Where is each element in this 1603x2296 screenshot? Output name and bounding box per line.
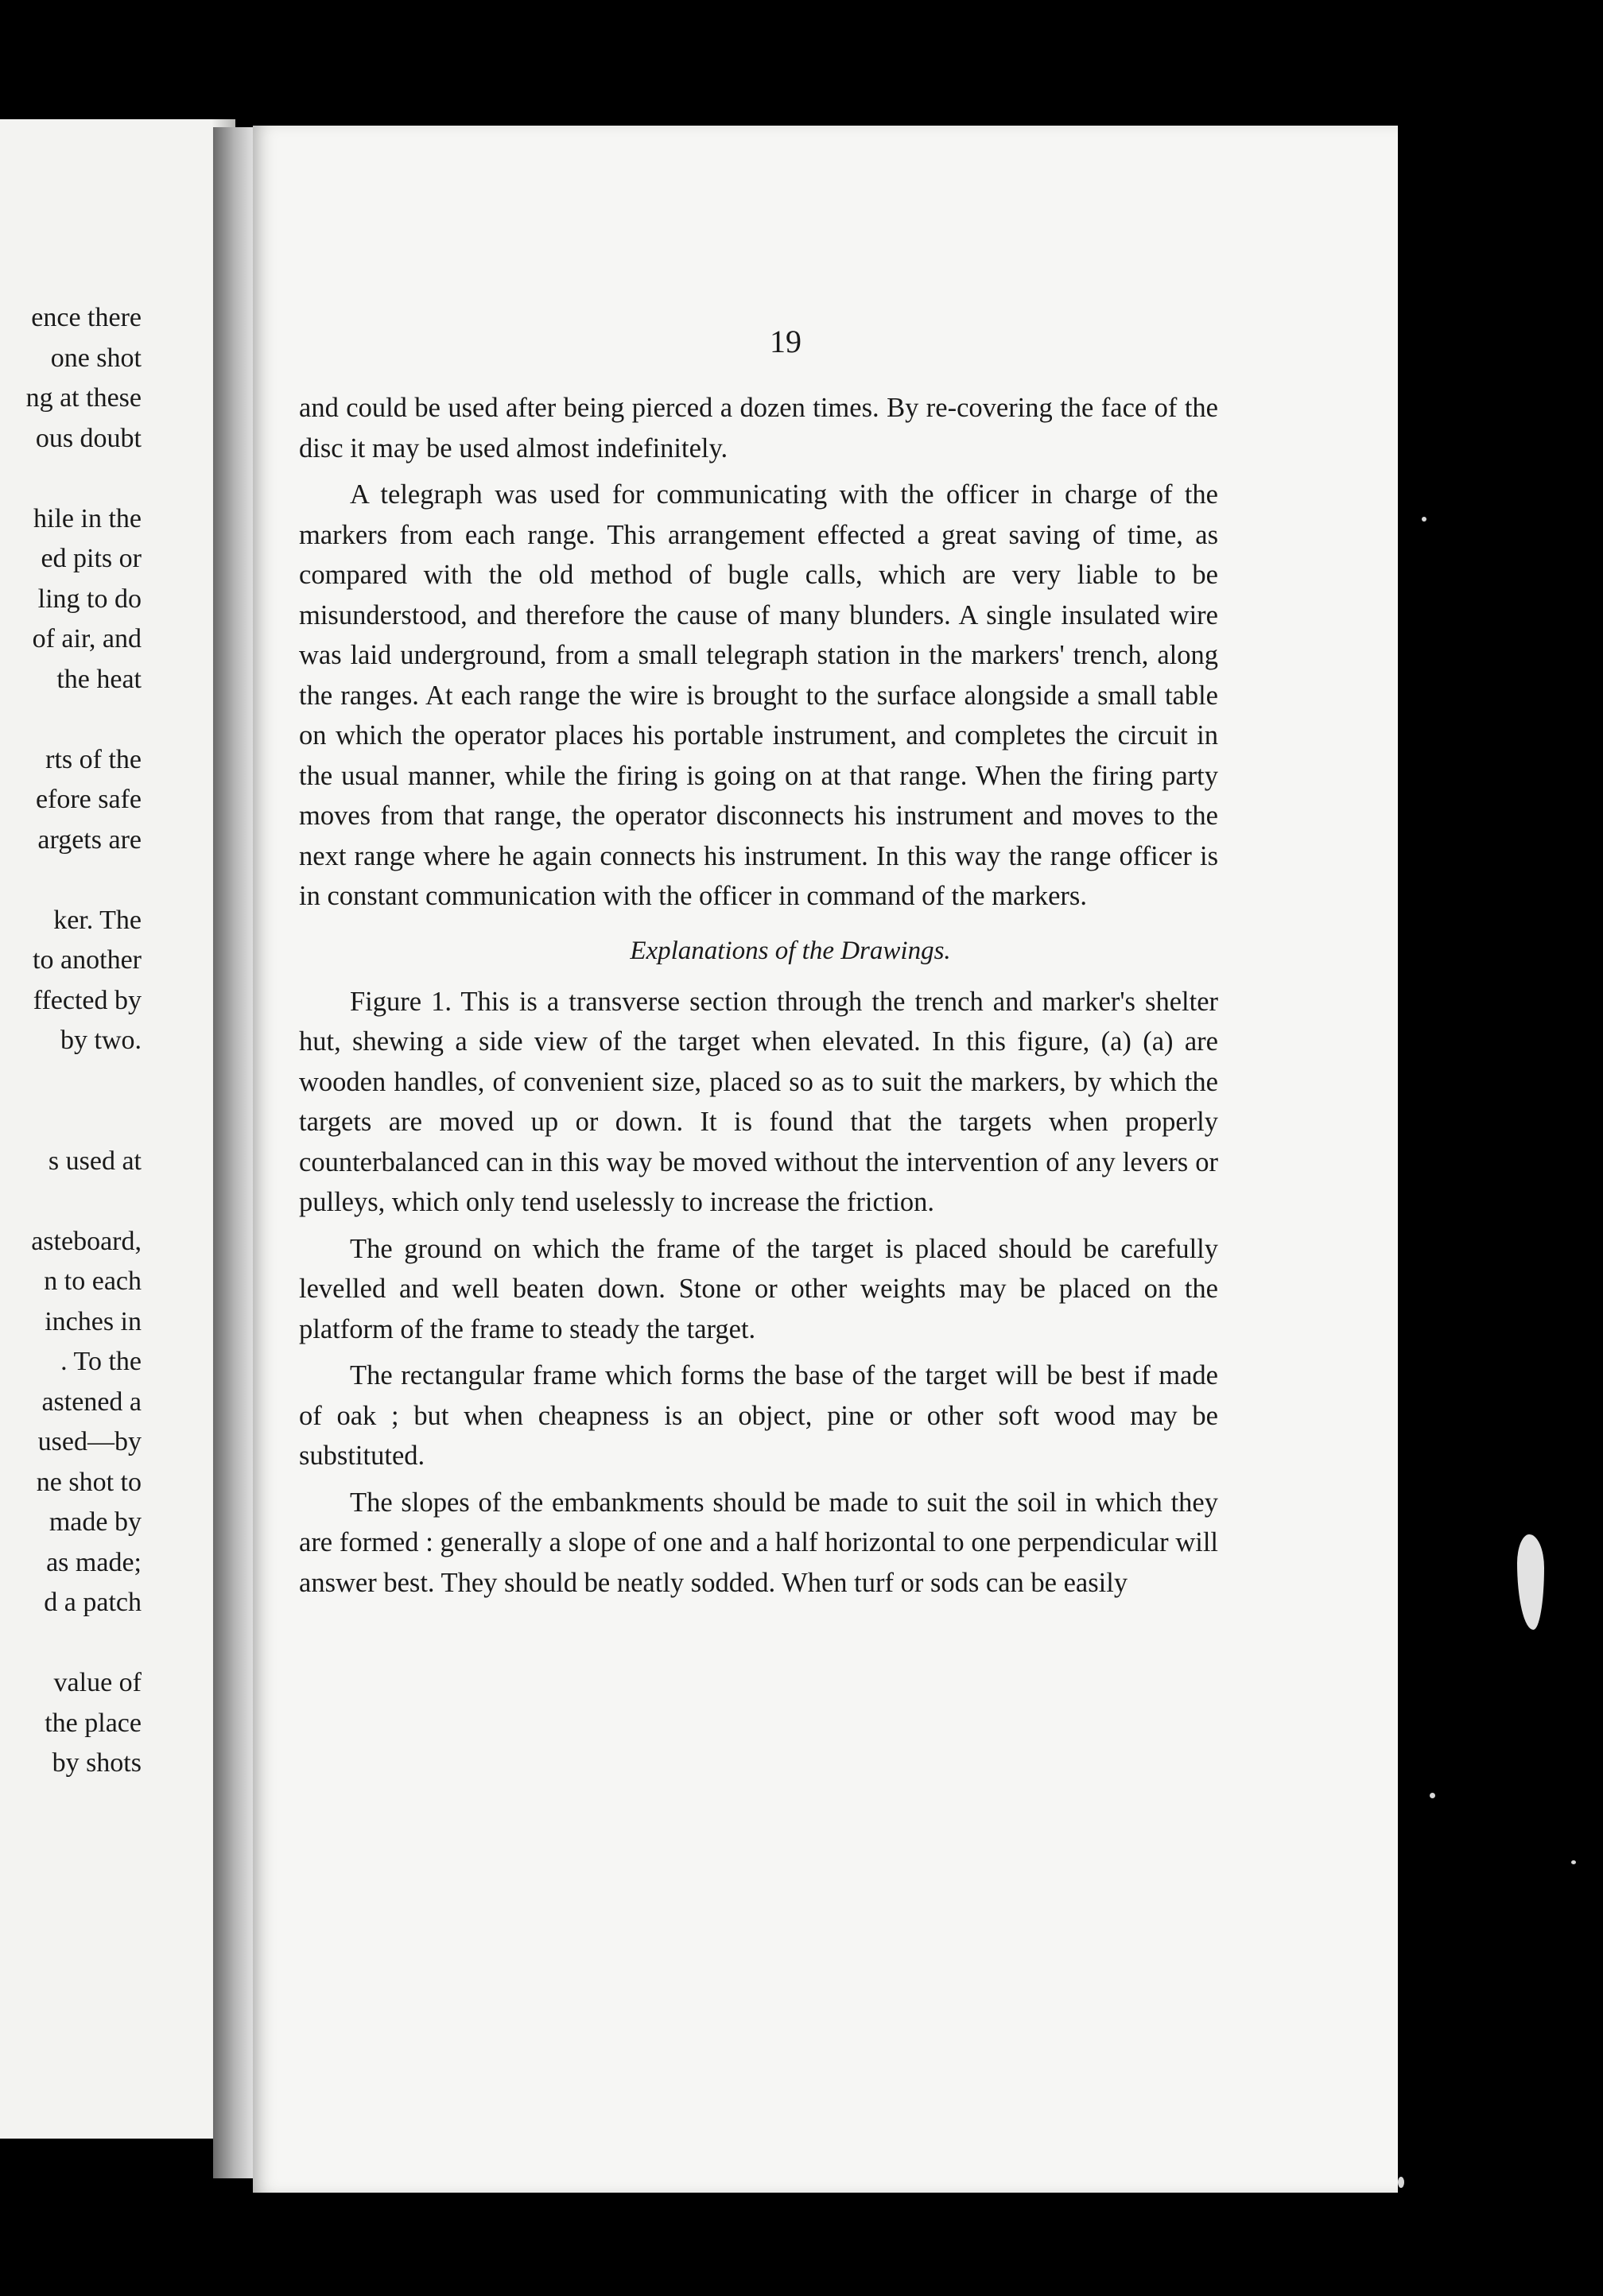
page-number: 19 <box>770 324 802 359</box>
paragraph: The ground on which the frame of the target is placed should be carefully levelled and well beaten down. Stone or other weights may be placed on the platform of the frame to steady the target. <box>299 1233 1218 1344</box>
previous-page-line: s used at <box>48 1146 142 1176</box>
previous-page-line: made by <box>49 1507 142 1537</box>
previous-page-line: ous doubt <box>35 423 142 453</box>
previous-page-line: ne shot to <box>36 1467 142 1497</box>
previous-page-line: hile in the <box>33 503 142 533</box>
previous-page-line: ence there <box>31 303 142 332</box>
previous-page-line: ed pits or <box>41 544 142 573</box>
previous-page-line: asteboard, <box>31 1226 142 1256</box>
scan-speck <box>1571 1860 1576 1864</box>
previous-page-line: inches in <box>45 1306 142 1336</box>
scan-speck <box>1422 517 1426 522</box>
section-heading: Explanations of the Drawings. <box>630 936 951 965</box>
previous-page-line: by two. <box>60 1026 142 1055</box>
scan-speck <box>1430 1793 1435 1798</box>
paragraph: A telegraph was used for communicating with the officer in charge of the markers from each range. This arrangement effected a great saving of time, as compared with the old method of bugle calls, which are very liable to be misunderstood, and therefore the cause of many blunders. A single insulated wire was laid underground, from a small telegraph station in the markers' trench, along the ranges. At each range the wire is brought to the surface alongside a small table on which the operator places his portable instrument, and completes the circuit in the usual manner, while the firing is going on at that range. When the firing party moves from that range, the operator disconnects his instrument and moves to the next range where he again connects his instrument. In this way the range officer is in constant communication with the officer in command of the markers. <box>299 479 1218 911</box>
paragraph: The slopes of the embankments should be made to suit the soil in which they are formed : generally a slope of one and a half horizontal to one perpendicular will answer best. They should be neatly sodded. When turf or sods can be easily <box>299 1487 1218 1598</box>
previous-page-line: value of <box>53 1668 142 1697</box>
page <box>253 126 1398 2193</box>
previous-page-line: n to each <box>44 1266 142 1296</box>
previous-page-line: used—by <box>37 1427 142 1456</box>
previous-page-line: . To the <box>60 1347 142 1376</box>
previous-page-line: as made; <box>46 1547 142 1577</box>
previous-page-line: ng at these <box>25 383 142 413</box>
previous-page-line: the heat <box>56 664 142 694</box>
previous-page-line: the place <box>45 1708 142 1738</box>
paragraph: Figure 1. This is a transverse section through the trench and marker's shelter hut, shewing a side view of the target when elevated. In this figure, (a) (a) are wooden handles, of convenient size, placed so as to suit the markers, by which the targets are moved up or down. It is found that the targets when properly counterbalanced can in this way be moved without the intervention of any levers or pulleys, which only tend uselessly to increase the friction. <box>299 986 1218 1217</box>
previous-page-line: astened a <box>41 1387 142 1417</box>
previous-page-line: argets are <box>37 824 142 855</box>
previous-page-line: by shots <box>52 1748 142 1778</box>
scan-speck <box>1398 2177 1404 2188</box>
previous-page-line: rts of the <box>45 744 142 774</box>
paragraph: and could be used after being pierced a dozen times. By re-covering the face of the disc it may be used almost indefinitely. <box>299 393 1218 463</box>
previous-page-line: ffected by <box>33 985 142 1015</box>
previous-page-line: of air, and <box>32 624 142 654</box>
previous-page <box>0 119 235 2139</box>
page-body <box>299 388 1218 1603</box>
previous-page-line: ling to do <box>37 584 142 614</box>
scan-artifact <box>1517 1534 1544 1630</box>
previous-page-line: ker. The <box>53 905 142 935</box>
previous-page-line: to another <box>33 945 142 975</box>
previous-page-line: one shot <box>50 343 142 373</box>
paragraph: The rectangular frame which forms the base of the target will be best if made of oak ; but when cheapness is an object, pine or other soft wood may be substituted. <box>299 1360 1218 1471</box>
previous-page-line: efore safe <box>35 785 142 814</box>
previous-page-line: d a patch <box>44 1588 142 1617</box>
